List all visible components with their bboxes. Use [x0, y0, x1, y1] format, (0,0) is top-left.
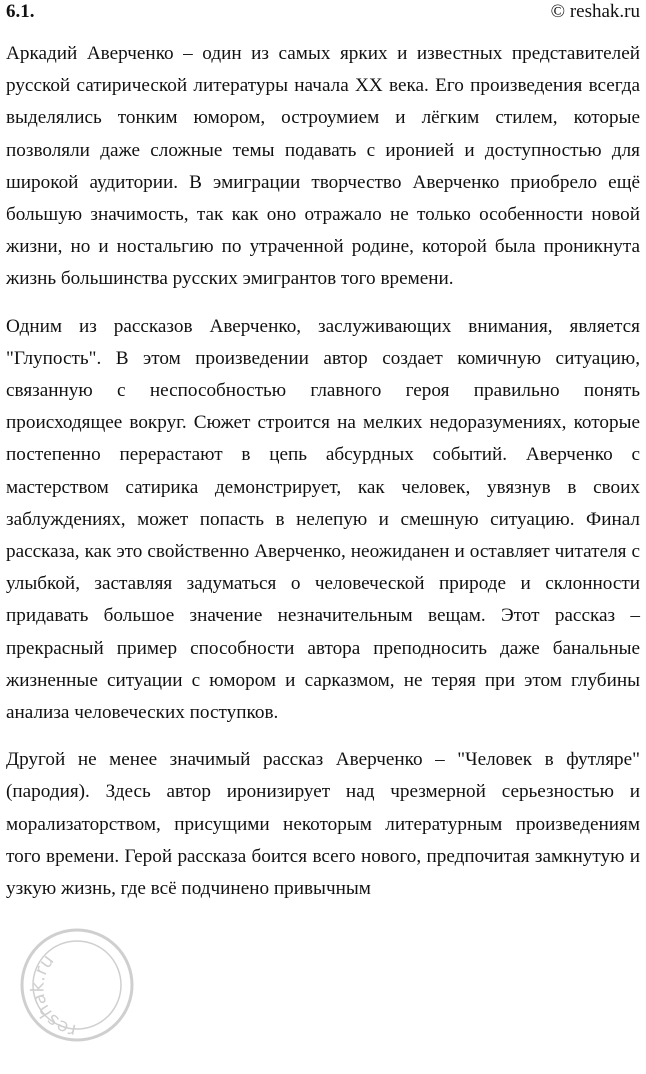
svg-text:reshak.ru	[7, 950, 104, 1044]
site-copyright: © reshak.ru	[550, 1, 640, 22]
watermark-text: reshak.ru	[27, 950, 78, 1042]
document-body	[6, 38, 640, 920]
paragraph-3: Другой не менее значимый рассказ Аверченко – "Человек в футляре" (пародия). Здесь автор иронизирует над чрезмерной серьезностью и морализаторством, присущими некоторым литературным произведениям того времени. Герой рассказа боится всего нового, предпочитая замкнутую и узкую жизнь, где всё подчинено привычным	[6, 749, 640, 900]
page-header	[0, 0, 646, 28]
paragraph-1: Аркадий Аверченко – один из самых ярких и известных представителей русской сатирической литературы начала XX века. Его произведения всегда выделялись тонким юмором, остроумием и лёгким стилем, которые позволяли даже сложные темы подавать с иронией и доступностью для широкой аудитории. В эмиграции творчество Аверченко приобрело ещё большую значимость, так как оно отражало не только особенности новой жизни, но и ностальгию по утраченной родине, которой была проникнута жизнь большинства русских эмигрантов того времени.	[6, 43, 640, 290]
task-number: 6.1.	[6, 1, 35, 22]
paragraph-2: Одним из рассказов Аверченко, заслуживающих внимания, является "Глупость". В этом произведении автор создает комичную ситуацию, связанную с неспособностью главного героя правильно понять происходящее вокруг. Сюжет строится на мелких недоразумениях, которые постепенно перерастают в цепь абсурдных событий. Аверченко с мастерством сатирика демонстрирует, как человек, увязнув в своих заблуждениях, может попасть в нелепую и смешную ситуацию. Финал рассказа, как это свойственно Аверченко, неожиданен и оставляет читателя с улыбкой, заставляя задуматься о человеческой природе и склонности придавать большое значение незначительным вещам. Этот рассказ – прекрасный пример способности автора преподносить даже банальные жизненные ситуации с юмором и сарказмом, не теряя при этом глубины анализа человеческих поступков.	[6, 315, 640, 724]
watermark-seal-icon	[2, 910, 152, 1060]
